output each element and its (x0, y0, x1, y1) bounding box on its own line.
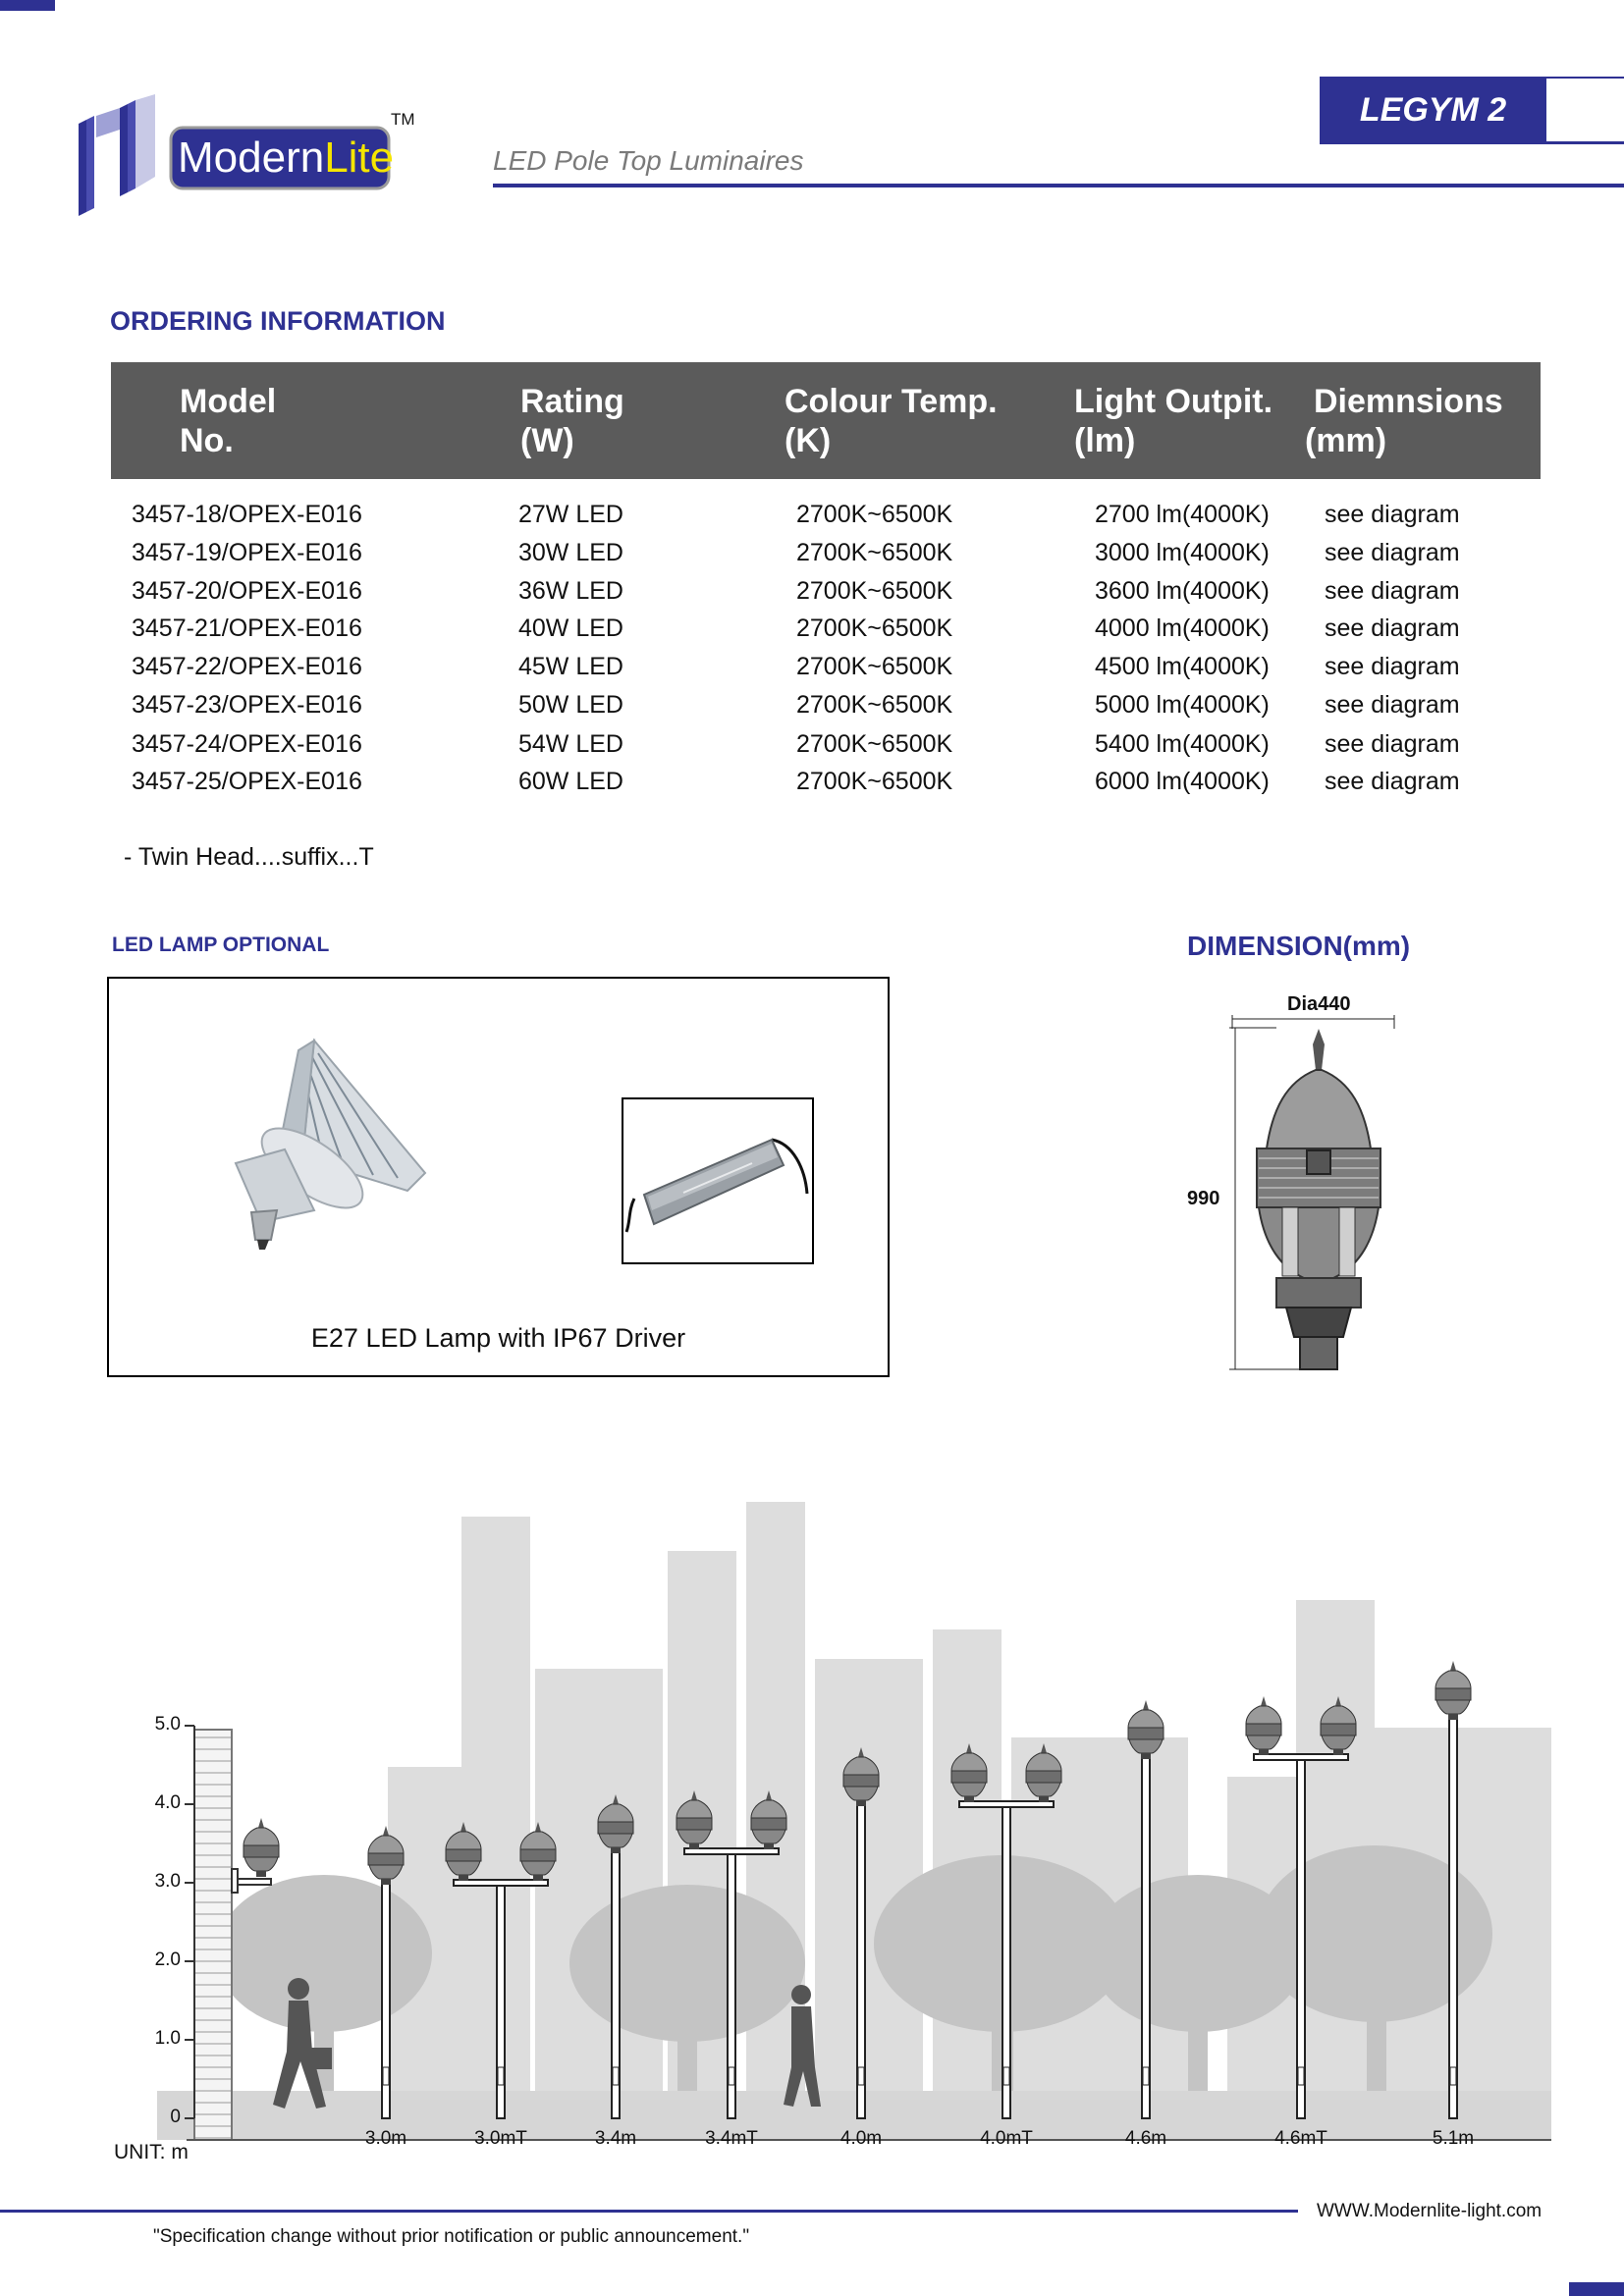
lamp-head-icon (244, 1818, 279, 1877)
pole-height-label: 3.0mT (474, 2128, 527, 2149)
y-tick-label: 0 (170, 2107, 181, 2127)
y-tick-label: 5.0 (154, 1714, 181, 1735)
col-header-model: Model No. (180, 383, 277, 459)
pole-height-label: 3.4mT (705, 2128, 758, 2149)
pole-chart-svg (0, 1443, 1624, 2169)
twin-head-note: - Twin Head....suffix...T (124, 843, 374, 871)
pole-height-label: 4.0m (839, 2128, 883, 2149)
luminaire-dimension-diagram (1218, 1011, 1404, 1374)
col-header-colour-temp: Colour Temp. (K) (785, 383, 998, 459)
lamp-head-icon (1435, 1661, 1471, 1720)
y-tick-label: 4.0 (154, 1792, 181, 1813)
trademark-symbol: TM (391, 110, 415, 129)
table-row: 3457-18/OPEX-E016 27W LED 2700K~6500K 2700 lm(4000K) see diagram (132, 501, 1460, 528)
pole-height-label: 4.6m (1124, 2128, 1167, 2149)
lamp-head-icon (1246, 1696, 1281, 1755)
table-row: 3457-20/OPEX-E016 36W LED 2700K~6500K 3600 lm(4000K) see diagram (132, 577, 1460, 605)
y-tick-label: 3.0 (154, 1871, 181, 1892)
table-row: 3457-21/OPEX-E016 40W LED 2700K~6500K 4000 lm(4000K) see diagram (132, 614, 1460, 642)
header-rule (493, 184, 1624, 187)
e27-lamp-image (196, 1036, 432, 1252)
dimension-title: DIMENSION(mm) (1187, 931, 1411, 961)
col-header-dimensions: Diemnsions (mm) (1305, 383, 1503, 459)
table-row: 3457-22/OPEX-E016 45W LED 2700K~6500K 4500 lm(4000K) see diagram (132, 653, 1460, 680)
pole-height-label: 3.0m (364, 2128, 407, 2149)
pole-height-label: 5.1m (1432, 2128, 1475, 2149)
dimension-height-label: 990 (1187, 1188, 1220, 1209)
ip67-driver-image (624, 1100, 811, 1261)
dimension-width-label: Dia440 (1287, 993, 1351, 1015)
table-row: 3457-23/OPEX-E016 50W LED 2700K~6500K 5000 lm(4000K) see diagram (132, 691, 1460, 719)
logo-text-lite: Lite (324, 133, 395, 182)
col-header-rating: Rating (W) (520, 383, 624, 459)
corner-accent-bottom (1569, 2282, 1624, 2296)
table-row: 3457-19/OPEX-E016 30W LED 2700K~6500K 3000 lm(4000K) see diagram (132, 539, 1460, 566)
lamp-caption: E27 LED Lamp with IP67 Driver (310, 1323, 686, 1353)
col-header-light-output: Light Outpit. (lm) (1074, 383, 1273, 459)
series-badge-rule-bottom (1546, 141, 1624, 144)
ordering-title: ORDERING INFORMATION (110, 306, 446, 336)
lamp-section-title: LED LAMP OPTIONAL (112, 934, 330, 956)
table-row: 3457-25/OPEX-E016 60W LED 2700K~6500K 6000 lm(4000K) see diagram (132, 768, 1460, 795)
logo-text-modern: Modern (178, 133, 325, 182)
ordering-table-body (0, 501, 1624, 815)
brand-logo (77, 94, 422, 216)
footer-rule (0, 2210, 1298, 2213)
y-tick-label: 1.0 (154, 2028, 181, 2049)
footer-website[interactable]: WWW.Modernlite-light.com (1317, 2201, 1543, 2221)
series-badge-rule-top (1546, 77, 1624, 79)
pole-height-chart (0, 1443, 1624, 2169)
unit-label: UNIT: m (114, 2141, 189, 2163)
corner-accent-top (0, 0, 55, 11)
table-row: 3457-24/OPEX-E016 54W LED 2700K~6500K 5400 lm(4000K) see diagram (132, 730, 1460, 758)
series-badge: LEGYM 2 (1320, 77, 1546, 144)
pole-height-label: 4.0mT (980, 2128, 1033, 2149)
pole-height-label: 3.4m (594, 2128, 637, 2149)
y-tick-label: 2.0 (154, 1949, 181, 1970)
footer-disclaimer: "Specification change without prior notification or public announcement." (153, 2226, 750, 2247)
ordering-table-header (111, 362, 1541, 479)
page-subtitle: LED Pole Top Luminaires (493, 145, 804, 176)
pole-height-label: 4.6mT (1274, 2128, 1327, 2149)
brick-wall (194, 1730, 232, 2140)
